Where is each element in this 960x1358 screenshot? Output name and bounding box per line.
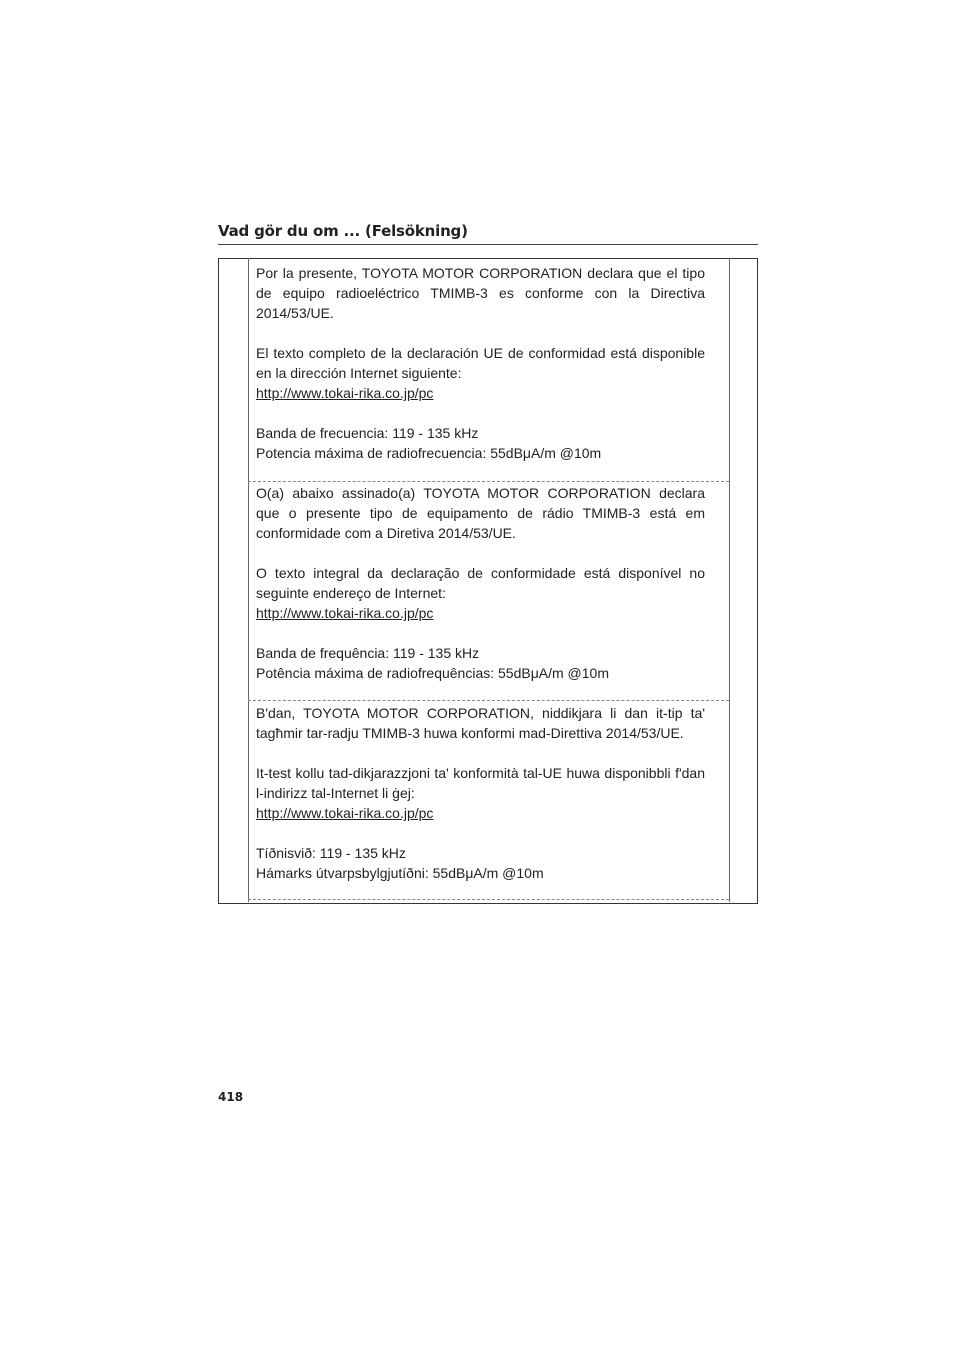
frequency-band-text: Banda de frequência: 119 - 135 kHz	[256, 645, 480, 661]
section-divider	[248, 899, 729, 900]
max-power-text: Potencia máxima de radiofrecuencia: 55dBμA/m @10m	[256, 445, 602, 461]
page-header-title: Vad gör du om ... (Felsökning)	[218, 222, 468, 240]
section-divider	[248, 700, 729, 701]
declaration-section-spanish	[256, 263, 705, 463]
frame-inner-right-line	[729, 258, 730, 902]
header-rule	[218, 244, 758, 245]
availability-text: O texto integral da declaração de conformidade está disponível no seguinte endereço de Internet:	[256, 565, 705, 601]
availability-paragraph	[256, 343, 705, 403]
section-divider	[248, 481, 729, 482]
availability-paragraph	[256, 563, 705, 623]
declaration-link[interactable]: http://www.tokai-rika.co.jp/pc	[256, 605, 434, 621]
declaration-text: Por la presente, TOYOTA MOTOR CORPORATION declara que el tipo de equipo radioeléctrico TMIMB-3 es conforme con la Directiva 2014/53/UE.	[256, 265, 705, 321]
frequency-band-text: Banda de frecuencia: 119 - 135 kHz	[256, 425, 479, 441]
declaration-section-maltese	[256, 703, 705, 883]
specs-paragraph	[256, 423, 705, 463]
declaration-section-portuguese	[256, 483, 705, 683]
max-power-text: Potência máxima de radiofrequências: 55dBμA/m @10m	[256, 665, 610, 681]
max-power-text: Hámarks útvarpsbylgjutíðni: 55dBμA/m @10m	[256, 865, 544, 881]
specs-paragraph	[256, 843, 705, 883]
declaration-link[interactable]: http://www.tokai-rika.co.jp/pc	[256, 805, 434, 821]
declaration-text: O(a) abaixo assinado(a) TOYOTA MOTOR CORPORATION declara que o presente tipo de equipamento de rádio TMIMB-3 está em conformidade com a Diretiva 2014/53/UE.	[256, 485, 705, 541]
availability-text: It-test kollu tad-dikjarazzjoni ta' konformità tal-UE huwa disponibbli f'dan l-indirizz tal-Internet li ġej:	[256, 765, 705, 801]
specs-paragraph	[256, 643, 705, 683]
declaration-text: B'dan, TOYOTA MOTOR CORPORATION, niddikjara li dan it-tip ta' tagħmir tar-radju TMIMB-3 huwa konformi mad-Direttiva 2014/53/UE.	[256, 705, 705, 741]
availability-text: El texto completo de la declaración UE de conformidad está disponible en la dirección Internet siguiente:	[256, 345, 705, 381]
page-number: 418	[218, 1090, 244, 1104]
availability-paragraph	[256, 763, 705, 823]
declaration-link[interactable]: http://www.tokai-rika.co.jp/pc	[256, 385, 434, 401]
frequency-band-text: Tíðnisvið: 119 - 135 kHz	[256, 845, 406, 861]
frame-inner-left-line	[248, 258, 249, 902]
